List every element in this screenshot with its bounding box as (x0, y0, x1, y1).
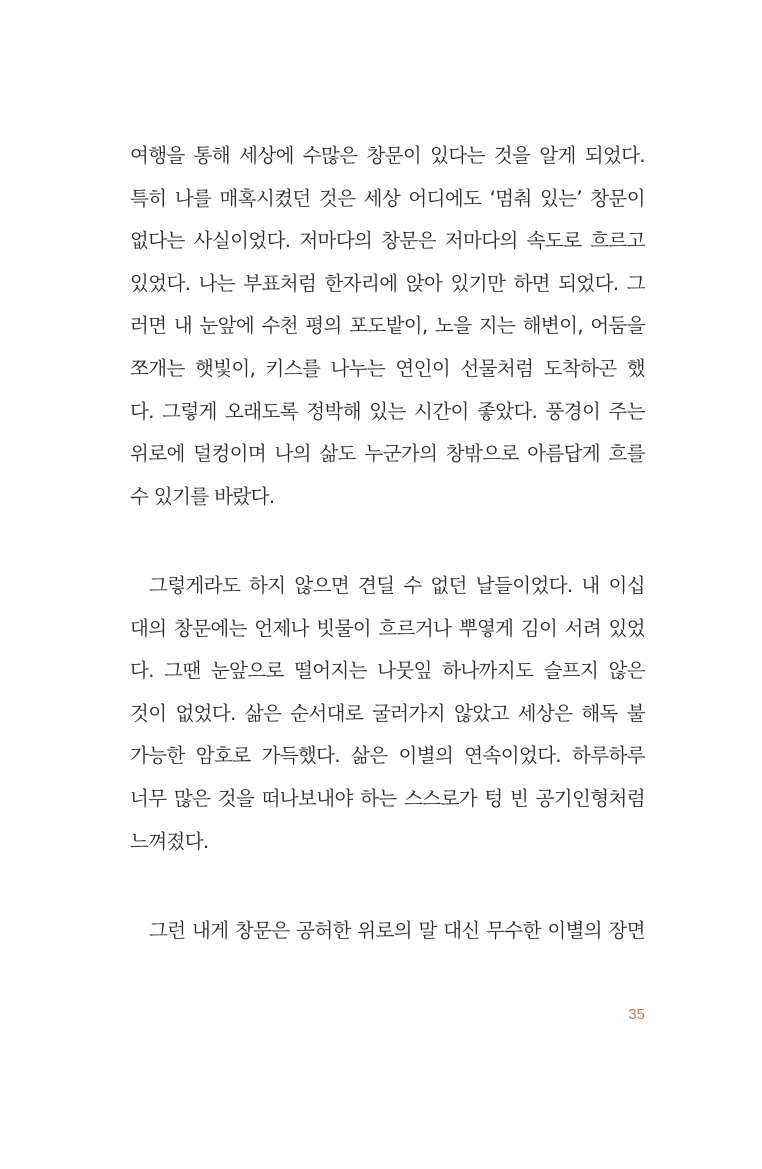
paragraph-2 (130, 565, 645, 863)
text-line: 수 있기를 바랐다. (130, 484, 275, 508)
text-line: 여행을 통해 세상에 수많은 창문이 있다는 것을 알게 되었다. (130, 144, 645, 167)
text-line: 러면 내 눈앞에 수천 평의 포도밭이, 노을 지는 해변이, 어둠을 (130, 314, 645, 338)
text-line: 쪼개는 햇빛이, 키스를 나누는 연인이 선물처럼 도착하곤 했 (130, 356, 645, 380)
text-line: 다. 그렇게 오래도록 정박해 있는 시간이 좋았다. 풍경이 주는 (130, 399, 645, 423)
text-line: 있었다. 나는 부표처럼 한자리에 앉아 있기만 하면 되었다. 그 (130, 271, 645, 295)
paragraph-3 (130, 910, 645, 953)
text-line: 다. 그땐 눈앞으로 떨어지는 나뭇잎 하나까지도 슬프지 않은 (130, 659, 645, 683)
text-line: 위로에 덜컹이며 나의 삶도 누군가의 창밖으로 아름답게 흐를 (130, 442, 645, 466)
text-line: 그런 내게 창문은 공허한 위로의 말 대신 무수한 이별의 장면 (149, 919, 645, 942)
text-line: 대의 창문에는 언제나 빗물이 흐르거나 뿌옇게 김이 서려 있었 (130, 616, 645, 640)
page-number: 35 (628, 1006, 645, 1023)
text-line: 것이 없었다. 삶은 순서대로 굴러가지 않았고 세상은 해독 불 (130, 701, 645, 725)
text-line: 그렇게라도 하지 않으면 견딜 수 없던 날들이었다. 내 이십 (149, 574, 645, 597)
text-line: 가능한 암호로 가득했다. 삶은 이별의 연속이었다. 하루하루 (130, 744, 645, 768)
text-line: 너무 많은 것을 떠나보내야 하는 스스로가 텅 빈 공기인형처럼 (130, 786, 645, 810)
text-line: 특히 나를 매혹시켰던 것은 세상 어디에도 ‘멈춰 있는’ 창문이 (130, 186, 645, 210)
paragraph-1 (130, 135, 645, 518)
text-line: 느껴졌다. (130, 829, 209, 853)
text-line: 없다는 사실이었다. 저마다의 창문은 저마다의 속도로 흐르고 (130, 229, 645, 253)
